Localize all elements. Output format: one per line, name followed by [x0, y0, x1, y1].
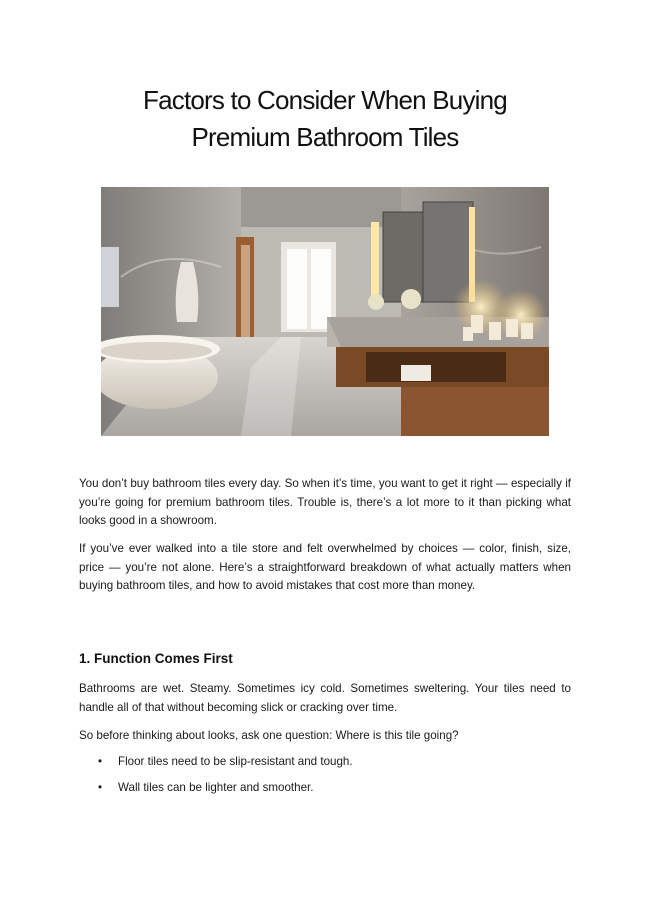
document-title: [0, 82, 650, 156]
bathroom-photo: [101, 187, 549, 436]
title-line-2: Premium Bathroom Tiles: [191, 122, 459, 152]
intro-paragraph-1: You don’t buy bathroom tiles every day. So when it’s time, you want to get it right — especially if you’re going for premium bathroom tiles. Trouble is, there’s a lot more to it than picking what looks good in a showroom.: [79, 477, 571, 528]
intro-paragraph-2: If you’ve ever walked into a tile store and felt overwhelmed by choices — color, finish, size, price — you’re not alone. Here’s a straightforward breakdown of what actually matters when buying bathroom tiles, and how to avoid mistakes that cost more than money.: [79, 542, 571, 593]
title-line-1: Factors to Consider When Buying: [143, 85, 507, 115]
list-item: [98, 779, 313, 797]
list-item-text: Wall tiles can be lighter and smoother.: [118, 781, 314, 794]
list-item: [98, 753, 353, 771]
bullet-icon: •: [98, 781, 103, 794]
section-paragraph-2: So before thinking about looks, ask one question: Where is this tile going?: [79, 729, 459, 742]
bullet-icon: •: [98, 755, 103, 768]
list-item-text: Floor tiles need to be slip-resistant and tough.: [118, 755, 353, 768]
section-paragraph-1: Bathrooms are wet. Steamy. Sometimes icy cold. Sometimes sweltering. Your tiles need to handle all of that without becoming slick or cracking over time.: [79, 682, 571, 714]
section-heading: 1. Function Comes First: [79, 651, 233, 666]
